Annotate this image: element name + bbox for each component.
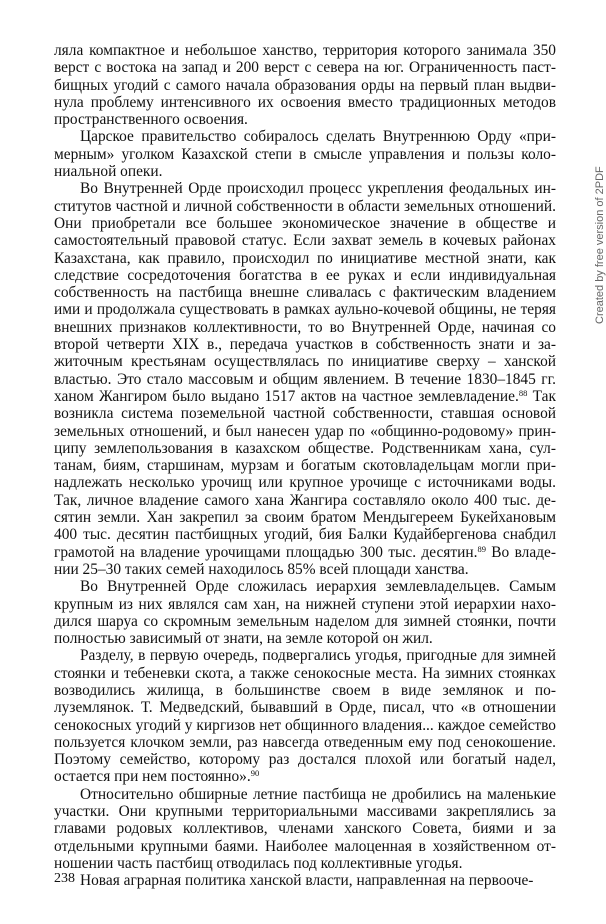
text-run: Разделу, в первую очередь, подвергались угодья, пригодные для зимней стоянки и тебеневки скота, а также сенокосные места. На зимних стоянках возводились жилища, в большинстве своем в виде землянок и полуземлянок. Т. Медведский, бывавший в Орде, писал, что «в отношении сенокосных угодий у киргизов нет общинного владения... каждое семейство пользуется клочком земли, раз навсегда отведенным ему под сенокошение. Поэтому семейство, которому раз достался плохой или богатый надел, остается при нем постоянно». [54, 647, 556, 786]
text-run: ляла компактное и небольшое ханство, территория которого занимала 350 верст с востока на запад и 200 верст с севера на юг. Ограниченность пастбищных угодий с самого начала образования орды на первый план выдвинула проблему интенсивного их освоения вместо традиционных методов пространственного освоения. [54, 42, 556, 129]
watermark [582, 166, 606, 340]
paragraph [54, 42, 556, 128]
paragraph [54, 180, 556, 578]
page-number: 238 [54, 871, 75, 886]
text-run: Во владении 25–30 таких семей находилось 85% всей площади ханства. [54, 543, 556, 578]
text-run: Во Внутренней Орде происходил процесс укрепления феодальных институтов частной и личной собственности в области земельных отношений. Они приобретали все большее экономическое значение в обществе и самостоятельный правовой статус. Если захват земель в кочевых районах Казахстана, как правило, происходил по инициативе местной знати, как следствие сосредоточения богатства в ее руках и если индивидуальная собственность на пастбища внешне сливалась с фактическим владением ими и продолжала существовать в рамках аульно-кочевой общины, не теряя внешних признаков коллективности, то во Внутренней Орде, начиная со второй четверти XIX в., передача участков в собственность знати и зажиточным крестьянам осуществлялась по инициативе сверху – ханской властью. Это стало массовым и общим явлением. В течение 1830–1845 гг. ханом Жангиром было выдано 1517 актов на частное землевладение. [54, 180, 556, 405]
paragraph [54, 872, 556, 889]
footnote-ref: 90 [250, 768, 260, 779]
paragraph [54, 128, 556, 180]
text-run: Относительно обширные летние пастбища не дробились на маленькие участки. Они крупными территориальными массивами закреплялись за главами родовых коллективов, членами ханского Совета, биями и за отдельными крупными баями. Наиболее малоценная в хозяйственном отношении часть пастбищ отводилась под коллективные угодья. [54, 785, 556, 872]
paragraph [54, 647, 556, 785]
text-run: Царское правительство собиралось сделать Внутреннюю Орду «примерным» уголком Казахской степи в смысле управления и пользы колониальной опеки. [54, 128, 556, 181]
text-run: Во Внутренней Орде сложилась иерархия землевладельцев. Самым крупным из них являлся сам хан, на нижней ступени этой иерархии находился шаруа со скромным земельным наделом для зимней стоянки, почти полностью зависимый от знати, на земле которой он жил. [54, 578, 556, 648]
body-text [54, 42, 556, 890]
paragraph [54, 578, 556, 647]
paragraph [54, 786, 556, 872]
text-run: Так возникла система поземельной частной собственности, ставшая основой земельных отношений, и был нанесен удар по «общинно-родовому» принципу землепользования в казахском обществе. Родственникам хана, султанам, биям, старшинам, мурзам и богатым скотовладельцам могли принадлежать несколько урочищ или крупное урочище с источниками воды. Так, личное владение самого хана Жангира составляло около 400 тыс. десятин земли. Хан закрепил за своим братом Мендыгереем Букейхановым 400 тыс. десятин пастбищных угодий, бия Балки Кудайбергенова снабдил грамотой на владение урочищами площадью 300 тыс. десятин. [54, 387, 556, 561]
footnote-ref: 89 [477, 543, 486, 554]
text-run: Новая аграрная политика ханской власти, направленная на первооче- [80, 872, 534, 890]
watermark-text: Created by free version of 2PDF [594, 166, 606, 324]
footnote-ref: 88 [518, 387, 528, 398]
